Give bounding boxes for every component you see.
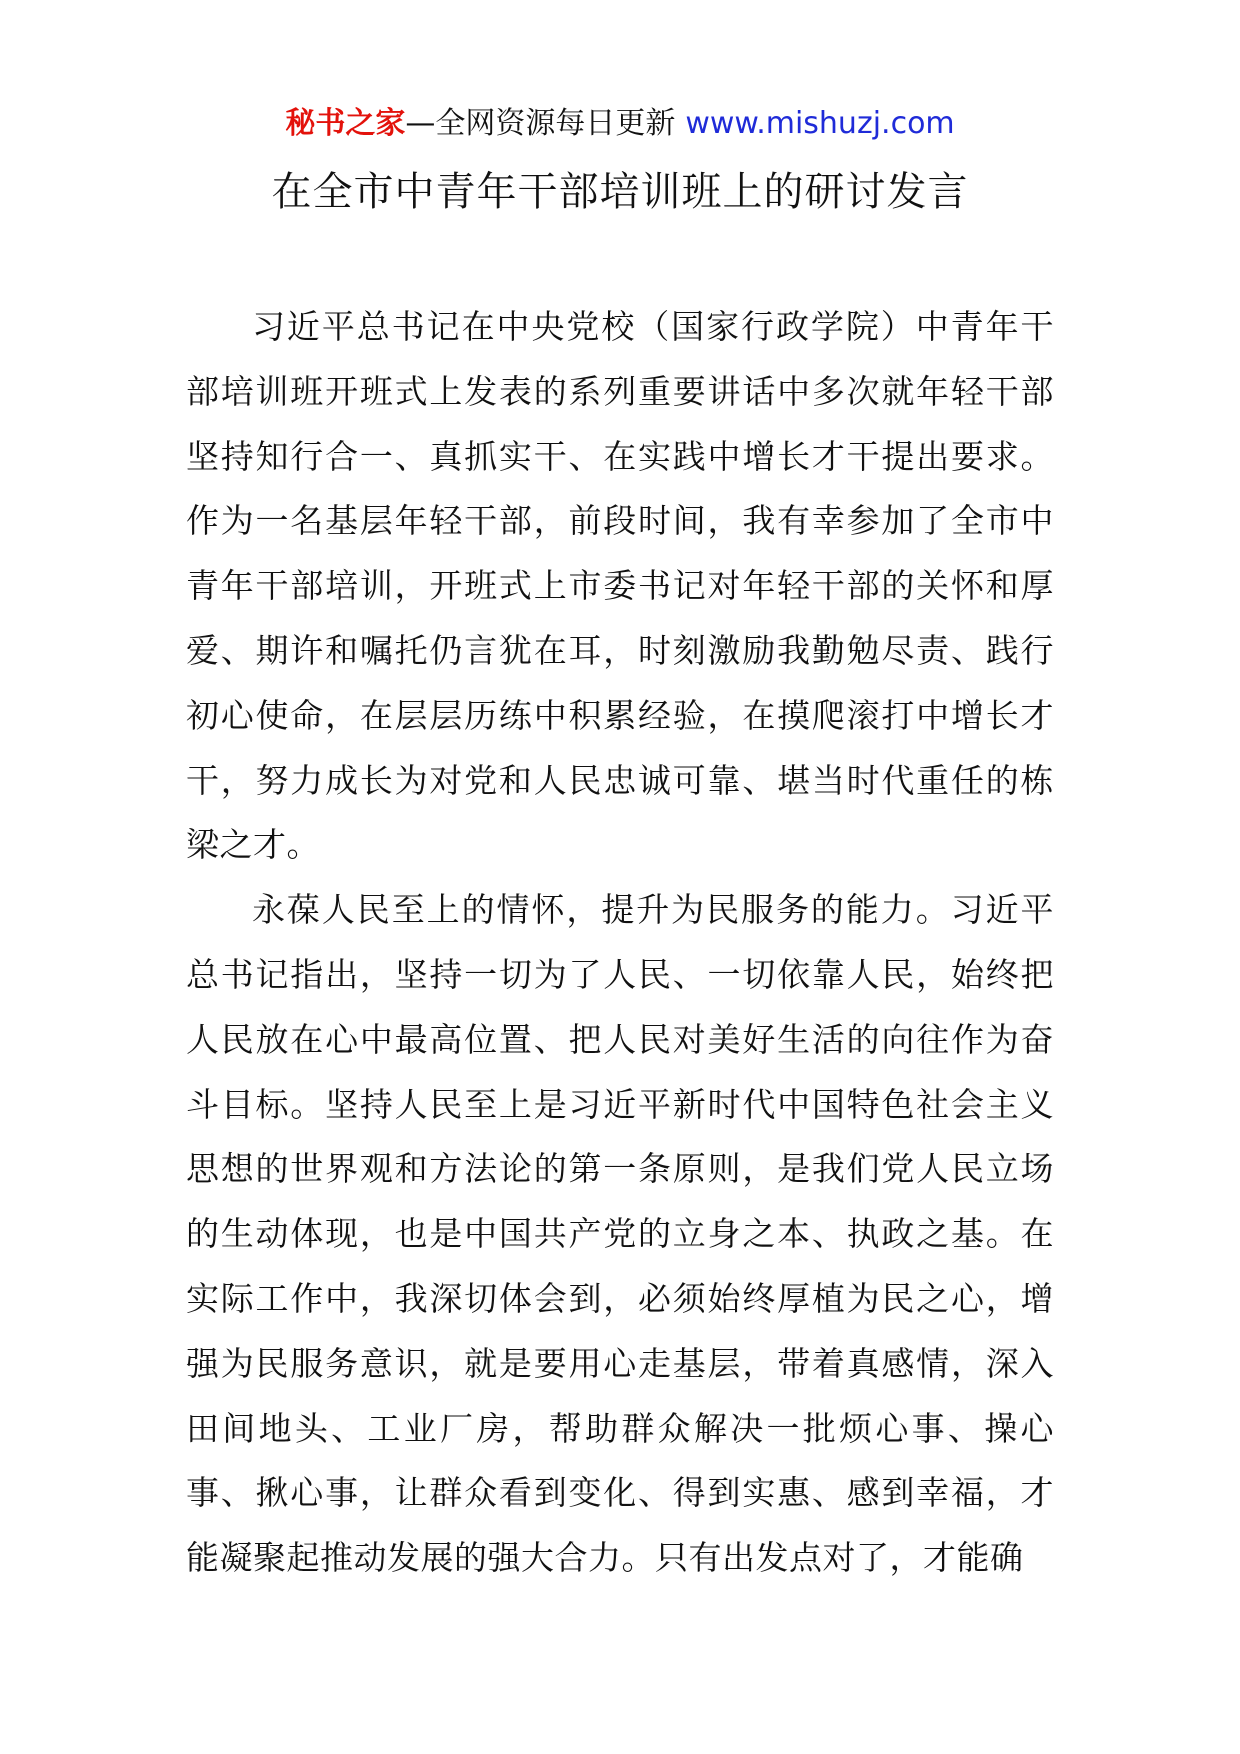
paragraph-lead: 永葆人民至上的情怀，提升为民服务的能力。 bbox=[252, 890, 951, 930]
paragraph-people-first bbox=[186, 878, 1054, 1591]
site-header bbox=[0, 104, 1240, 144]
site-tagline: —全网资源每日更新 bbox=[405, 106, 676, 141]
brand-name: 秘书之家 bbox=[285, 106, 406, 141]
paragraph-text: 习近平总书记指出，坚持一切为了人民、一切依靠人民，始终把人民放在心中最高位置、把人民对美好生活的向往作为奋斗目标。坚持人民至上是习近平新时代中国特色社会主义思想的世界观和方法论的第一条原则，是我们党人民立场的生动体现，也是中国共产党的立身之本、执政之基。在实际工作中，我深切体会到，必须始终厚植为民之心，增强为民服务意识，就是要用心走基层，带着真感情，深入田间地头、工业厂房，帮助群众解决一批烦心事、操心事、揪心事，让群众看到变化、得到实惠、感到幸福，才能凝聚起推动发展的强大合力。只有出发点对了，才能确 bbox=[186, 890, 1055, 1578]
document-title: 在全市中青年干部培训班上的研讨发言 bbox=[271, 169, 969, 215]
site-url-link[interactable]: www.mishuzj.com bbox=[685, 106, 955, 141]
paragraph-text: 习近平总书记在中央党校（国家行政学院）中青年干部培训班开班式上发表的系列重要讲话中多次就年轻干部坚持知行合一、真抓实干、在实践中增长才干提出要求。作为一名基层年轻干部，前段时间，我有幸参加了全市中青年干部培训，开班式上市委书记对年轻干部的关怀和厚爱、期许和嘱托仍言犹在耳，时刻激励我勤勉尽责、践行初心使命，在层层历练中积累经验，在摸爬滚打中增长才干，努力成长为对党和人民忠诚可靠、堪当时代重任的栋梁之才。 bbox=[186, 307, 1054, 865]
paragraph-intro bbox=[186, 295, 1054, 878]
document-body bbox=[186, 295, 1054, 1591]
